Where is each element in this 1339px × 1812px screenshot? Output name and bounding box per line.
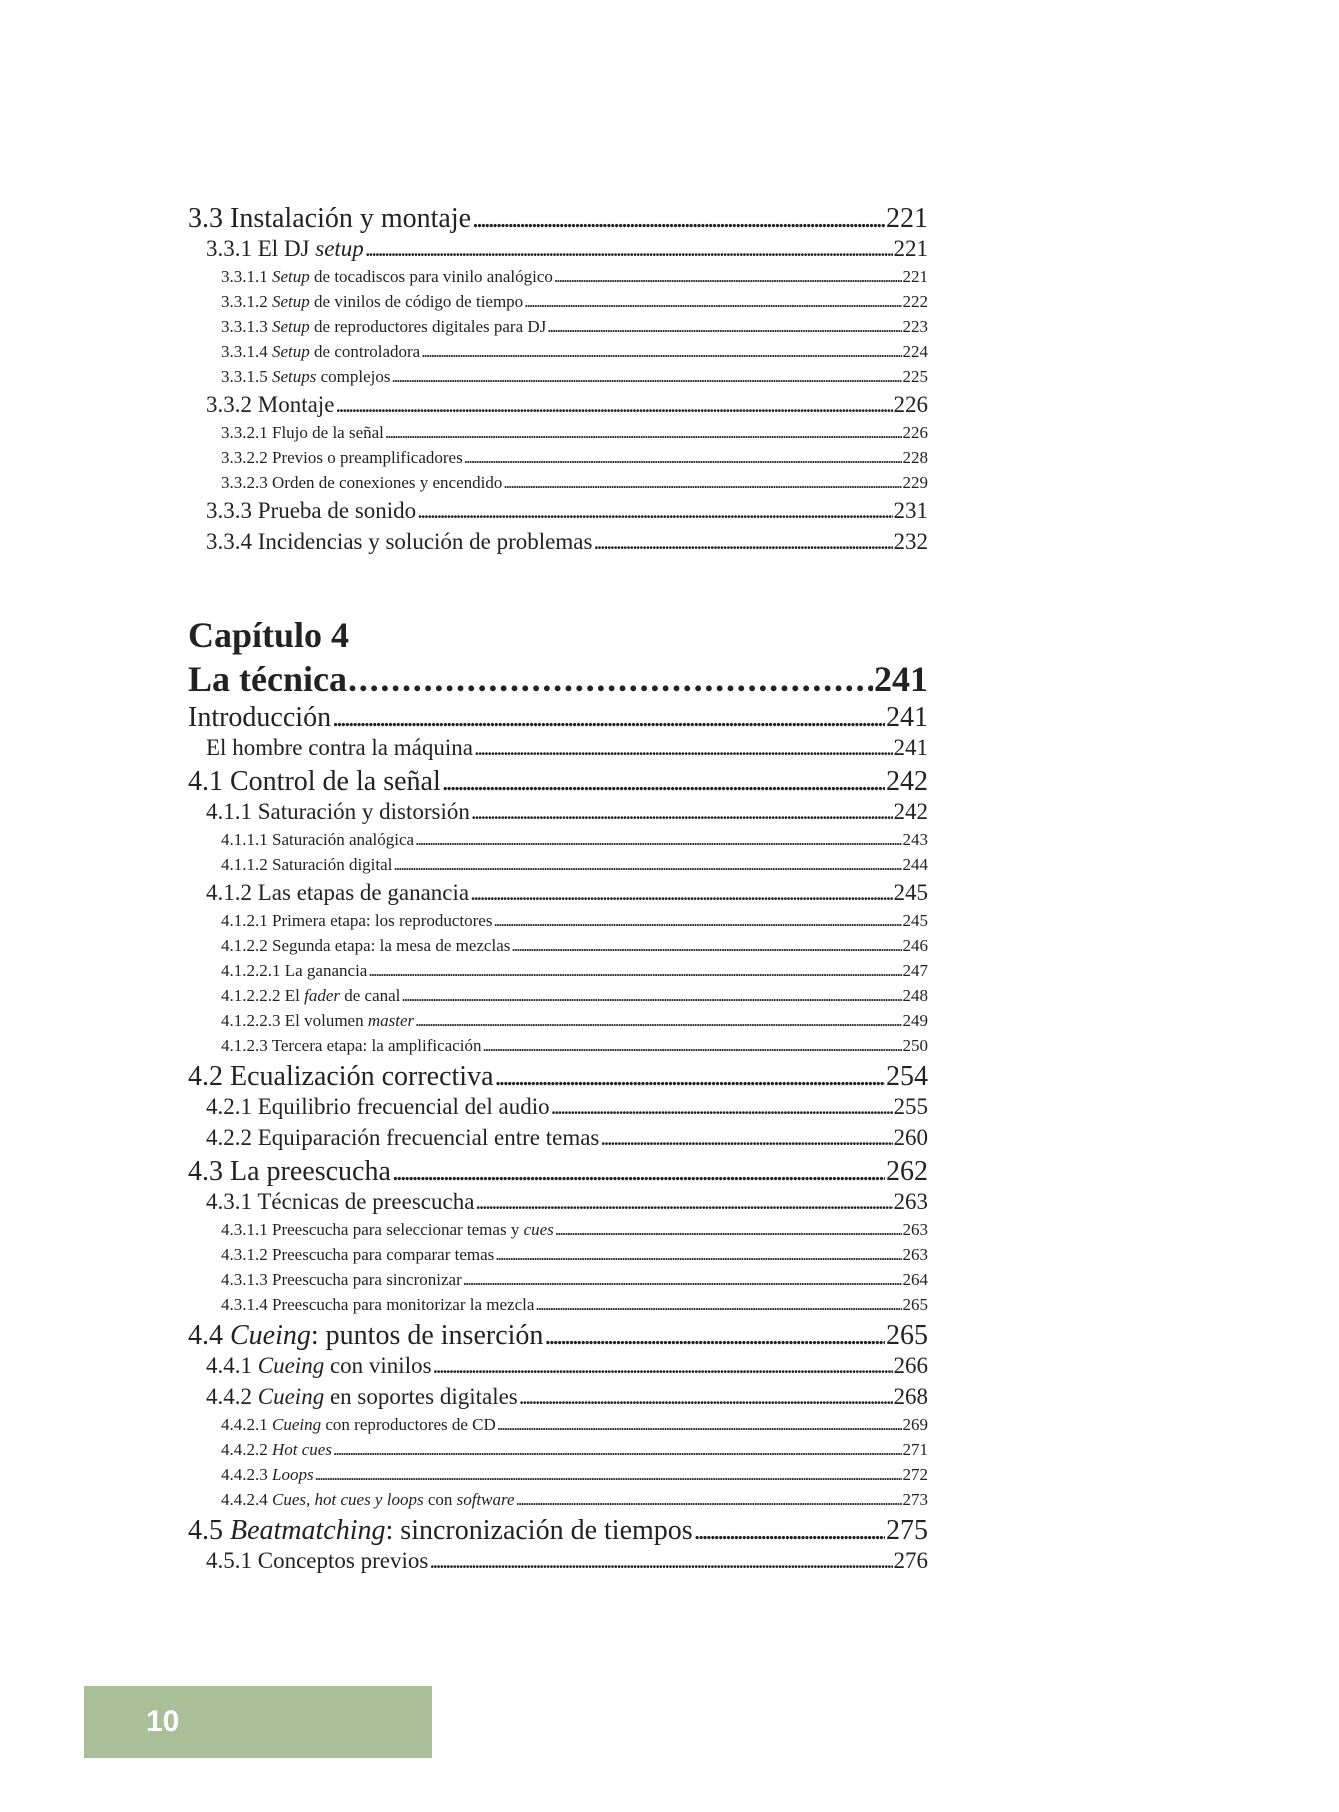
toc-entry-title-part: 3.3.1.1: [221, 267, 272, 286]
toc-entry-level-3[interactable]: [188, 292, 928, 317]
toc-entry-level-2[interactable]: [188, 1189, 928, 1220]
toc-entry-title: [221, 267, 553, 287]
toc-entry-level-3[interactable]: [188, 423, 928, 448]
toc-entry-level-2[interactable]: [188, 1125, 928, 1156]
dot-leader: [503, 473, 901, 493]
toc-entry-title: [221, 1440, 332, 1460]
toc-entry-level-3[interactable]: [188, 855, 928, 880]
toc-entry-page-number: 262: [886, 1156, 928, 1187]
toc-entry-title: [221, 1415, 496, 1435]
dot-leader: [524, 292, 901, 312]
dot-leader: [333, 1440, 902, 1460]
toc-entry-title-part: Cues, hot cues y loops: [272, 1490, 424, 1509]
dot-leader: [315, 1465, 902, 1485]
toc-entry-title: 4.2 Ecualización correctiva: [188, 1061, 494, 1092]
dot-leader: [442, 766, 885, 798]
toc-entry-page-number: 226: [902, 423, 928, 442]
toc-entry-title: [221, 292, 523, 312]
toc-entry-page-number: 260: [893, 1125, 928, 1150]
toc-entry-page-number: 248: [902, 986, 928, 1005]
dot-leader: [519, 1384, 893, 1410]
toc-entry-level-3[interactable]: [188, 911, 928, 936]
chapter-page-number: 241: [874, 659, 928, 699]
dot-leader: [464, 448, 902, 468]
dot-leader: [516, 1490, 902, 1510]
toc-entry-page-number: 254: [886, 1061, 928, 1092]
toc-entry-level-3[interactable]: [188, 342, 928, 367]
dot-leader: [365, 236, 893, 262]
toc-entry-title: [221, 1011, 414, 1031]
toc-entry-title: [221, 986, 400, 1006]
toc-entry-level-1[interactable]: [188, 1061, 928, 1094]
toc-entry-level-2[interactable]: [188, 236, 928, 267]
toc-entry-level-3[interactable]: [188, 367, 928, 392]
toc-entry-page-number: 263: [902, 1220, 928, 1239]
toc-entry-page-number: 265: [886, 1320, 928, 1351]
dot-leader: [332, 702, 885, 734]
toc-entry-title: 4.1.2.1 Primera etapa: los reproductores: [221, 911, 493, 930]
toc-entry-page-number: 243: [902, 830, 928, 849]
toc-entry-page-number: 224: [902, 342, 928, 361]
toc-entry-title-part: 3.3.1 El DJ: [206, 236, 316, 261]
toc-entry-page-number: 221: [886, 203, 928, 234]
toc-entry-title-part: Cueing: [230, 1320, 311, 1351]
toc-entry-title-part: 4.4.2.1: [221, 1415, 272, 1434]
toc-entry-title: 3.3.2.1 Flujo de la señal: [221, 423, 384, 442]
toc-entry-level-1[interactable]: [188, 766, 928, 799]
page-number: 10: [146, 1705, 180, 1738]
toc-entry-level-2[interactable]: [188, 1353, 928, 1384]
toc-entry-level-1[interactable]: [188, 1515, 928, 1548]
toc-entry-title-part: de reproductores digitales para DJ: [309, 317, 547, 336]
toc-entry-title-part: Loops: [272, 1465, 314, 1484]
toc-entry-title: 4.2.2 Equiparación frecuencial entre temas: [206, 1125, 600, 1150]
dot-leader: [415, 1011, 901, 1031]
dot-leader: [392, 1156, 885, 1188]
toc-entry-level-3[interactable]: [188, 1270, 928, 1295]
toc-entry-level-3[interactable]: [188, 936, 928, 961]
toc-entry-title: [206, 1384, 518, 1410]
dot-leader: [368, 961, 901, 981]
toc-entry-title: 4.3.1 Técnicas de preescucha: [206, 1189, 475, 1214]
dot-leader: [497, 1415, 902, 1435]
dot-leader: [471, 799, 893, 825]
toc-entry-title: [206, 236, 364, 262]
toc-entry-title: El hombre contra la máquina: [206, 735, 473, 760]
toc-entry-level-3[interactable]: [188, 830, 928, 855]
toc-entry-title: [221, 317, 546, 337]
toc-entry-title: [221, 342, 420, 362]
toc-entry-title-part: 4.4: [188, 1320, 230, 1351]
dot-leader: [470, 880, 892, 906]
toc-entry-level-3[interactable]: [188, 1490, 928, 1515]
dot-leader: [385, 423, 902, 443]
toc-entry-level-3[interactable]: [188, 986, 928, 1011]
toc-entry-page-number: 225: [902, 367, 928, 386]
toc-entry-title-part: de controladora: [309, 342, 421, 361]
toc-entry-level-1[interactable]: [188, 702, 928, 735]
toc-entry-level-2[interactable]: [188, 735, 928, 766]
toc-entry-title: 4.3 La preescucha: [188, 1156, 391, 1187]
toc-entry-page-number: 273: [902, 1490, 928, 1509]
toc-entry-level-2[interactable]: [188, 1094, 928, 1125]
toc-entry-title-part: fader: [304, 986, 340, 1005]
chapter-label: Capítulo 4: [188, 615, 350, 655]
toc-entry-page-number: 221: [902, 267, 928, 286]
dot-leader: [433, 1353, 893, 1379]
toc-entry-page-number: 228: [902, 448, 928, 467]
toc-entry-title: 3.3.3 Prueba de sonido: [206, 498, 417, 523]
toc-entry-title-part: 4.4.2: [206, 1384, 258, 1409]
toc-entry-page-number: 245: [893, 880, 928, 905]
dot-leader: [472, 203, 885, 235]
dot-leader: [547, 317, 901, 337]
toc-entry-level-1[interactable]: [188, 1156, 928, 1189]
toc-entry-title-part: complejos: [316, 367, 391, 386]
toc-entry-page-number: 244: [902, 855, 928, 874]
toc-entry-title: [221, 1490, 515, 1510]
toc-entry-page-number: 268: [893, 1384, 928, 1409]
toc-entry-page-number: 249: [902, 1011, 928, 1030]
toc-entry-title-part: 4.1.2.2.2 El: [221, 986, 305, 1005]
toc-entry-level-2[interactable]: [188, 880, 928, 911]
dot-leader: [463, 1270, 902, 1290]
toc-entry-level-3[interactable]: [188, 961, 928, 986]
toc-entry-title-part: de tocadiscos para vinilo analógico: [309, 267, 553, 286]
toc-entry-page-number: 242: [886, 766, 928, 797]
toc-entry-page-number: 250: [902, 1036, 928, 1055]
toc-entry-title: 3.3 Instalación y montaje: [188, 203, 472, 234]
toc-entry-title-part: Setup: [272, 267, 310, 286]
toc-entry-title-part: Setup: [272, 342, 310, 361]
toc-entry-level-3[interactable]: [188, 1295, 928, 1320]
toc-entry-title-part: 3.3.1.2: [221, 292, 272, 311]
toc-entry-title: 4.3.1.3 Preescucha para sincronizar: [221, 1270, 462, 1289]
toc-entry-level-3[interactable]: [188, 1440, 928, 1465]
toc-section-chapter-3: [188, 203, 928, 560]
toc-entry-title: 4.1.1 Saturación y distorsión: [206, 799, 470, 824]
toc-entry-title-part: Hot cues: [272, 1440, 332, 1459]
toc-entry-title: 3.3.2 Montaje: [206, 392, 335, 417]
toc-entry-title-part: de canal: [340, 986, 401, 1005]
toc-entry-title-part: 4.4.2.4: [221, 1490, 272, 1509]
toc-entry-page-number: 245: [902, 911, 928, 930]
toc-entry-page-number: 231: [893, 498, 928, 523]
toc-entry-page-number: 241: [893, 735, 928, 760]
toc-entry-title: 4.1.1.1 Saturación analógica: [221, 830, 415, 849]
toc-entry-page-number: 263: [902, 1245, 928, 1264]
toc-entry-title-part: 4.3.1.1 Preescucha para seleccionar temas y: [221, 1220, 524, 1239]
toc-entry-title: 4.1.2.2 Segunda etapa: la mesa de mezclas: [221, 936, 511, 955]
dot-leader: [495, 1061, 886, 1093]
toc-entry-title: 4.1.2.3 Tercera etapa: la amplificación: [221, 1036, 482, 1055]
toc-entry-page-number: 269: [902, 1415, 928, 1434]
toc-entry-title: [221, 1465, 314, 1485]
dot-leader: [392, 367, 902, 387]
toc-entry-title-part: Beatmatching: [230, 1515, 386, 1546]
toc-entry-title: 4.1 Control de la señal: [188, 766, 441, 797]
toc-entry-page-number: 229: [902, 473, 928, 492]
toc-entry-level-1[interactable]: [188, 1320, 928, 1353]
toc-entry-page-number: 247: [902, 961, 928, 980]
chapter-title: La técnica: [188, 659, 347, 699]
toc-entry-title-part: cues: [523, 1220, 554, 1239]
toc-entry-title: 4.1.2.2.1 La ganancia: [221, 961, 368, 980]
toc-entry-page-number: 266: [893, 1353, 928, 1378]
dot-leader: [554, 267, 902, 287]
dot-leader: [415, 830, 901, 850]
toc-entry-title: [188, 1320, 543, 1352]
toc-entry-title: 3.3.2.2 Previos o preamplificadores: [221, 448, 463, 467]
dot-leader: [535, 1295, 901, 1315]
toc-entry-level-2[interactable]: [188, 392, 928, 423]
toc-entry-level-3[interactable]: [188, 448, 928, 473]
toc-entry-title: 4.1.1.2 Saturación digital: [221, 855, 393, 874]
toc-entry-level-3[interactable]: [188, 1036, 928, 1061]
dot-leader: [493, 911, 901, 931]
dot-leader: [555, 1220, 902, 1240]
toc-entry-title-part: 3.3.1.4: [221, 342, 272, 361]
toc-entry-title: [188, 1515, 693, 1547]
dot-leader: [401, 986, 901, 1006]
toc-entry-page-number: 221: [893, 236, 928, 261]
toc-entry-title-part: 4.4.1: [206, 1353, 258, 1378]
dot-leader: [417, 498, 892, 524]
dot-leader: [429, 1548, 892, 1574]
toc-entry-page-number: 226: [893, 392, 928, 417]
toc-entry-title-part: Cueing: [257, 1384, 325, 1409]
toc-entry-level-2[interactable]: [188, 529, 928, 560]
dot-leader: [694, 1515, 885, 1547]
toc-entry-title-part: con vinilos: [324, 1353, 432, 1378]
toc-entry-level-3[interactable]: [188, 267, 928, 292]
toc-entry-level-2[interactable]: [188, 1384, 928, 1415]
toc-entry-page-number: 276: [893, 1548, 928, 1573]
toc-entry-title-part: 4.5: [188, 1515, 230, 1546]
dot-leader: [475, 1189, 892, 1215]
toc-entry-page-number: 272: [902, 1465, 928, 1484]
toc-entry-level-2[interactable]: [188, 799, 928, 830]
dot-leader: [482, 1036, 901, 1056]
toc-entry-level-1[interactable]: [188, 203, 928, 236]
toc-entry-title-part: setup: [315, 236, 364, 261]
toc-entry-level-3[interactable]: [188, 1465, 928, 1490]
toc-entry-page-number: 241: [886, 702, 928, 733]
toc-entry-title-part: : sincronización de tiempos: [385, 1515, 693, 1546]
toc-entry-level-3[interactable]: [188, 317, 928, 342]
toc-entry-title-part: Setup: [272, 292, 310, 311]
toc-entry-title-part: Cueing: [272, 1415, 322, 1434]
toc-entry-page-number: 271: [902, 1440, 928, 1459]
toc-entry-title-part: de vinilos de código de tiempo: [309, 292, 524, 311]
dot-leader: [348, 658, 873, 700]
toc-entry-level-3[interactable]: [188, 1011, 928, 1036]
toc-entry-page-number: 242: [893, 799, 928, 824]
dot-leader: [421, 342, 901, 362]
toc-section-chapter-4: [188, 702, 928, 1579]
toc-entry-title: [206, 1353, 432, 1379]
page-number-box: [84, 1686, 432, 1758]
toc-entry-title: 3.3.2.3 Orden de conexiones y encendido: [221, 473, 503, 492]
toc-entry-level-3[interactable]: [188, 1415, 928, 1440]
toc-entry-title: 4.3.1.2 Preescucha para comparar temas: [221, 1245, 495, 1264]
toc-entry-title: [221, 367, 391, 387]
dot-leader: [474, 735, 893, 761]
toc-entry-title: 4.2.1 Equilibrio frecuencial del audio: [206, 1094, 550, 1119]
chapter-title-entry[interactable]: [188, 658, 928, 702]
toc-entry-title-part: 4.4.2.3: [221, 1465, 272, 1484]
toc-entry-page-number: 264: [902, 1270, 928, 1289]
toc-entry-page-number: 246: [902, 936, 928, 955]
toc-entry-title-part: Cueing: [257, 1353, 325, 1378]
toc-entry-title-part: Setups: [272, 367, 317, 386]
dot-leader: [600, 1125, 892, 1151]
toc-entry-title-part: 4.4.2.2: [221, 1440, 272, 1459]
toc-entry-page-number: 232: [893, 529, 928, 554]
toc-entry-level-2[interactable]: [188, 498, 928, 529]
dot-leader: [511, 936, 901, 956]
toc-entry-title-part: con: [423, 1490, 457, 1509]
dot-leader: [551, 1094, 893, 1120]
toc-entry-title: 4.3.1.4 Preescucha para monitorizar la mezcla: [221, 1295, 535, 1314]
toc-entry-title-part: con reproductores de CD: [321, 1415, 496, 1434]
toc-entry-title: 4.5.1 Conceptos previos: [206, 1548, 429, 1573]
dot-leader: [495, 1245, 901, 1265]
toc-entry-page-number: 275: [886, 1515, 928, 1546]
toc-entry-title-part: master: [367, 1011, 415, 1030]
toc-entry-title: 3.3.4 Incidencias y solución de problemas: [206, 529, 593, 554]
toc-entry-title-part: : puntos de inserción: [310, 1320, 544, 1351]
toc-entry-title-part: en soportes digitales: [324, 1384, 518, 1409]
toc-entry-level-2[interactable]: [188, 1548, 928, 1579]
table-of-contents: [188, 203, 928, 1579]
toc-entry-page-number: 265: [902, 1295, 928, 1314]
toc-entry-title: Introducción: [188, 702, 332, 733]
toc-entry-page-number: 263: [893, 1189, 928, 1214]
toc-entry-page-number: 223: [902, 317, 928, 336]
toc-entry-level-3[interactable]: [188, 1245, 928, 1270]
toc-entry-title: [221, 1220, 554, 1240]
toc-entry-page-number: 222: [902, 292, 928, 311]
toc-entry-title: 4.1.2 Las etapas de ganancia: [206, 880, 470, 905]
toc-entry-title-part: 3.3.1.5: [221, 367, 272, 386]
dot-leader: [393, 855, 901, 875]
toc-entry-title-part: 4.1.2.2.3 El volumen: [221, 1011, 368, 1030]
toc-entry-title-part: 3.3.1.3: [221, 317, 272, 336]
toc-entry-title-part: Setup: [272, 317, 310, 336]
toc-entry-level-3[interactable]: [188, 1220, 928, 1245]
toc-entry-title-part: software: [456, 1490, 515, 1509]
dot-leader: [544, 1320, 885, 1352]
dot-leader: [593, 529, 892, 555]
toc-entry-page-number: 255: [893, 1094, 928, 1119]
toc-entry-level-3[interactable]: [188, 473, 928, 498]
dot-leader: [335, 392, 892, 418]
